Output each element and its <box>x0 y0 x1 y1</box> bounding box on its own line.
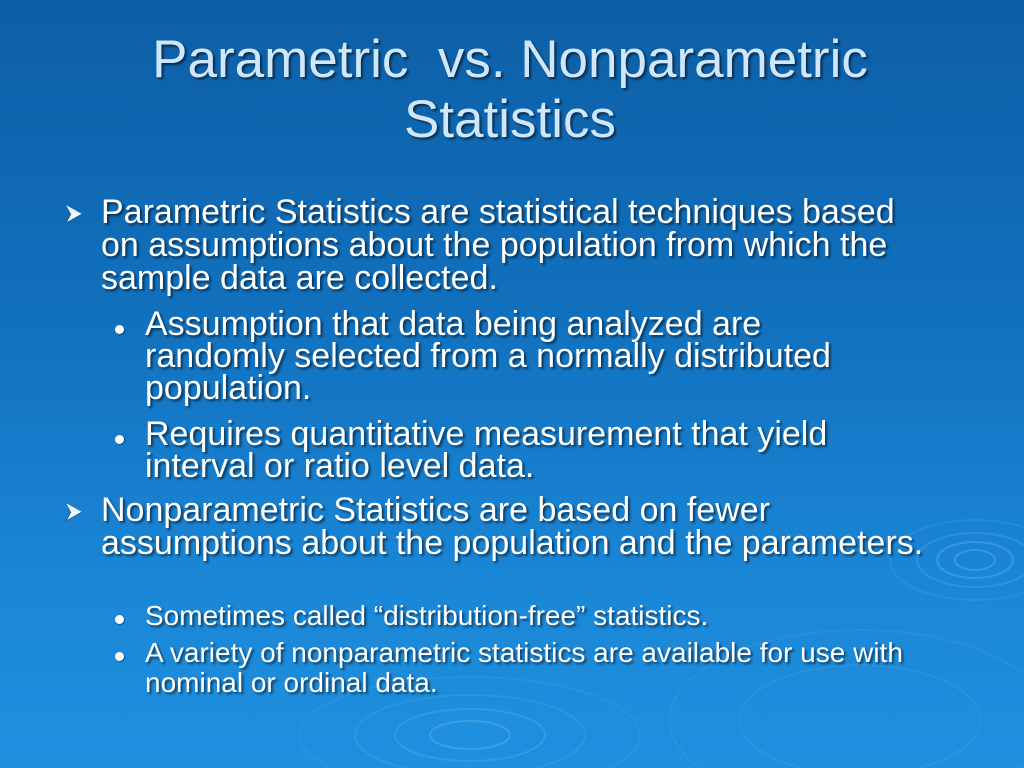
bullet-text: Parametric Statistics are statistical techniques based on assumptions about the population from which the sample data are collected. <box>101 193 895 297</box>
sub-bullet-text: Assumption that data being analyzed are randomly selected from a normally distributed population. <box>145 305 831 407</box>
bullet-text: Nonparametric Statistics are based on fewer assumptions about the population and the parameters. <box>101 491 924 562</box>
dot-bullet-icon <box>115 325 124 334</box>
sub-bullet-text: Requires quantitative measurement that yield interval or ratio level data. <box>145 415 828 485</box>
slide-title: Parametric vs. Nonparametric Statistics <box>152 30 868 149</box>
dot-bullet-icon <box>115 652 124 661</box>
arrow-bullet-icon <box>62 500 86 524</box>
dot-bullet-icon <box>115 435 124 444</box>
sub-bullet-text: A variety of nonparametric statistics are available for use with nominal or ordinal data. <box>145 637 903 698</box>
arrow-bullet-icon <box>62 202 86 226</box>
sub-bullet-text: Sometimes called “distribution-free” statistics. <box>145 600 709 631</box>
dot-bullet-icon <box>115 615 124 624</box>
